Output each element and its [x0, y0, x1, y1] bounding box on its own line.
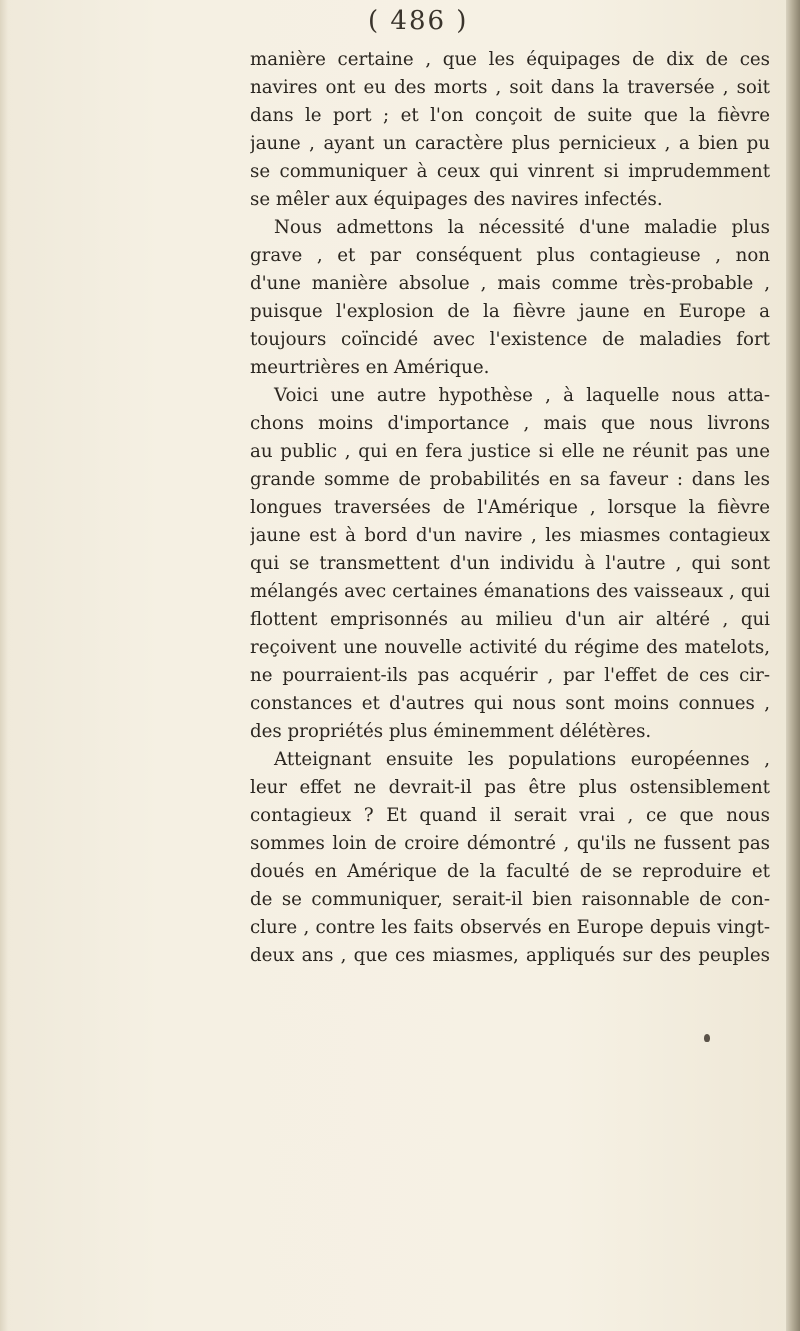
text-line: sommes loin de croire démontré , qu'ils ne fussent pas	[250, 833, 770, 854]
text-line: se communiquer à ceux qui vinrent si imprudemment	[250, 161, 770, 182]
text-line: qui se transmettent d'un individu à l'autre , qui sont	[250, 553, 770, 574]
text-line: navires ont eu des morts , soit dans la traversée , soit	[250, 77, 770, 98]
text-line: de se communiquer, serait-il bien raisonnable de con-	[250, 889, 770, 910]
text-line: Voici une autre hypothèse , à laquelle nous atta-	[274, 385, 770, 406]
text-line: des propriétés plus éminemment délétères.	[250, 721, 652, 742]
text-line: toujours coïncidé avec l'existence de maladies fort	[250, 329, 770, 350]
text-line: clure , contre les faits observés en Europe depuis vingt-	[250, 917, 770, 938]
text-line: mélangés avec certaines émanations des vaisseaux , qui	[250, 581, 770, 602]
text-line: grande somme de probabilités en sa faveur : dans les	[250, 469, 770, 490]
text-line: jaune , ayant un caractère plus pernicieux , a bien pu	[250, 133, 770, 154]
text-line: Atteignant ensuite les populations européennes ,	[274, 749, 770, 770]
text-line: au public , qui en fera justice si elle ne réunit pas une	[250, 441, 770, 462]
text-line: contagieux ? Et quand il serait vrai , ce que nous	[250, 805, 770, 826]
text-line: constances et d'autres qui nous sont moins connues ,	[250, 693, 770, 714]
text-line: doués en Amérique de la faculté de se reproduire et	[250, 861, 770, 882]
ink-spot-mark	[704, 1034, 710, 1042]
text-line: d'une manière absolue , mais comme très-probable ,	[250, 273, 770, 294]
text-line: flottent emprisonnés au milieu d'un air altéré , qui	[250, 609, 770, 630]
text-line: longues traversées de l'Amérique , lorsque la fièvre	[250, 497, 770, 518]
text-line: dans le port ; et l'on conçoit de suite que la fièvre	[250, 105, 770, 126]
page-left-edge	[0, 0, 8, 1331]
page-number: ( 486 )	[368, 6, 469, 36]
text-line: chons moins d'importance , mais que nous livrons	[250, 413, 770, 434]
text-line: Nous admettons la nécessité d'une maladie plus	[274, 217, 770, 238]
book-spine-edge	[786, 0, 800, 1331]
body-text	[250, 46, 770, 970]
text-line: puisque l'explosion de la fièvre jaune en Europe a	[250, 301, 770, 322]
text-line: se mêler aux équipages des navires infectés.	[250, 189, 663, 210]
text-line: grave , et par conséquent plus contagieuse , non	[250, 245, 770, 266]
text-line: meurtrières en Amérique.	[250, 357, 490, 378]
text-line: deux ans , que ces miasmes, appliqués sur des peuples	[250, 945, 770, 966]
text-line: jaune est à bord d'un navire , les miasmes contagieux	[250, 525, 770, 546]
text-line: ne pourraient-ils pas acquérir , par l'effet de ces cir-	[250, 665, 770, 686]
text-line: reçoivent une nouvelle activité du régime des matelots,	[250, 637, 770, 658]
text-line: manière certaine , que les équipages de dix de ces	[250, 49, 770, 70]
text-line: leur effet ne devrait-il pas être plus ostensiblement	[250, 777, 770, 798]
